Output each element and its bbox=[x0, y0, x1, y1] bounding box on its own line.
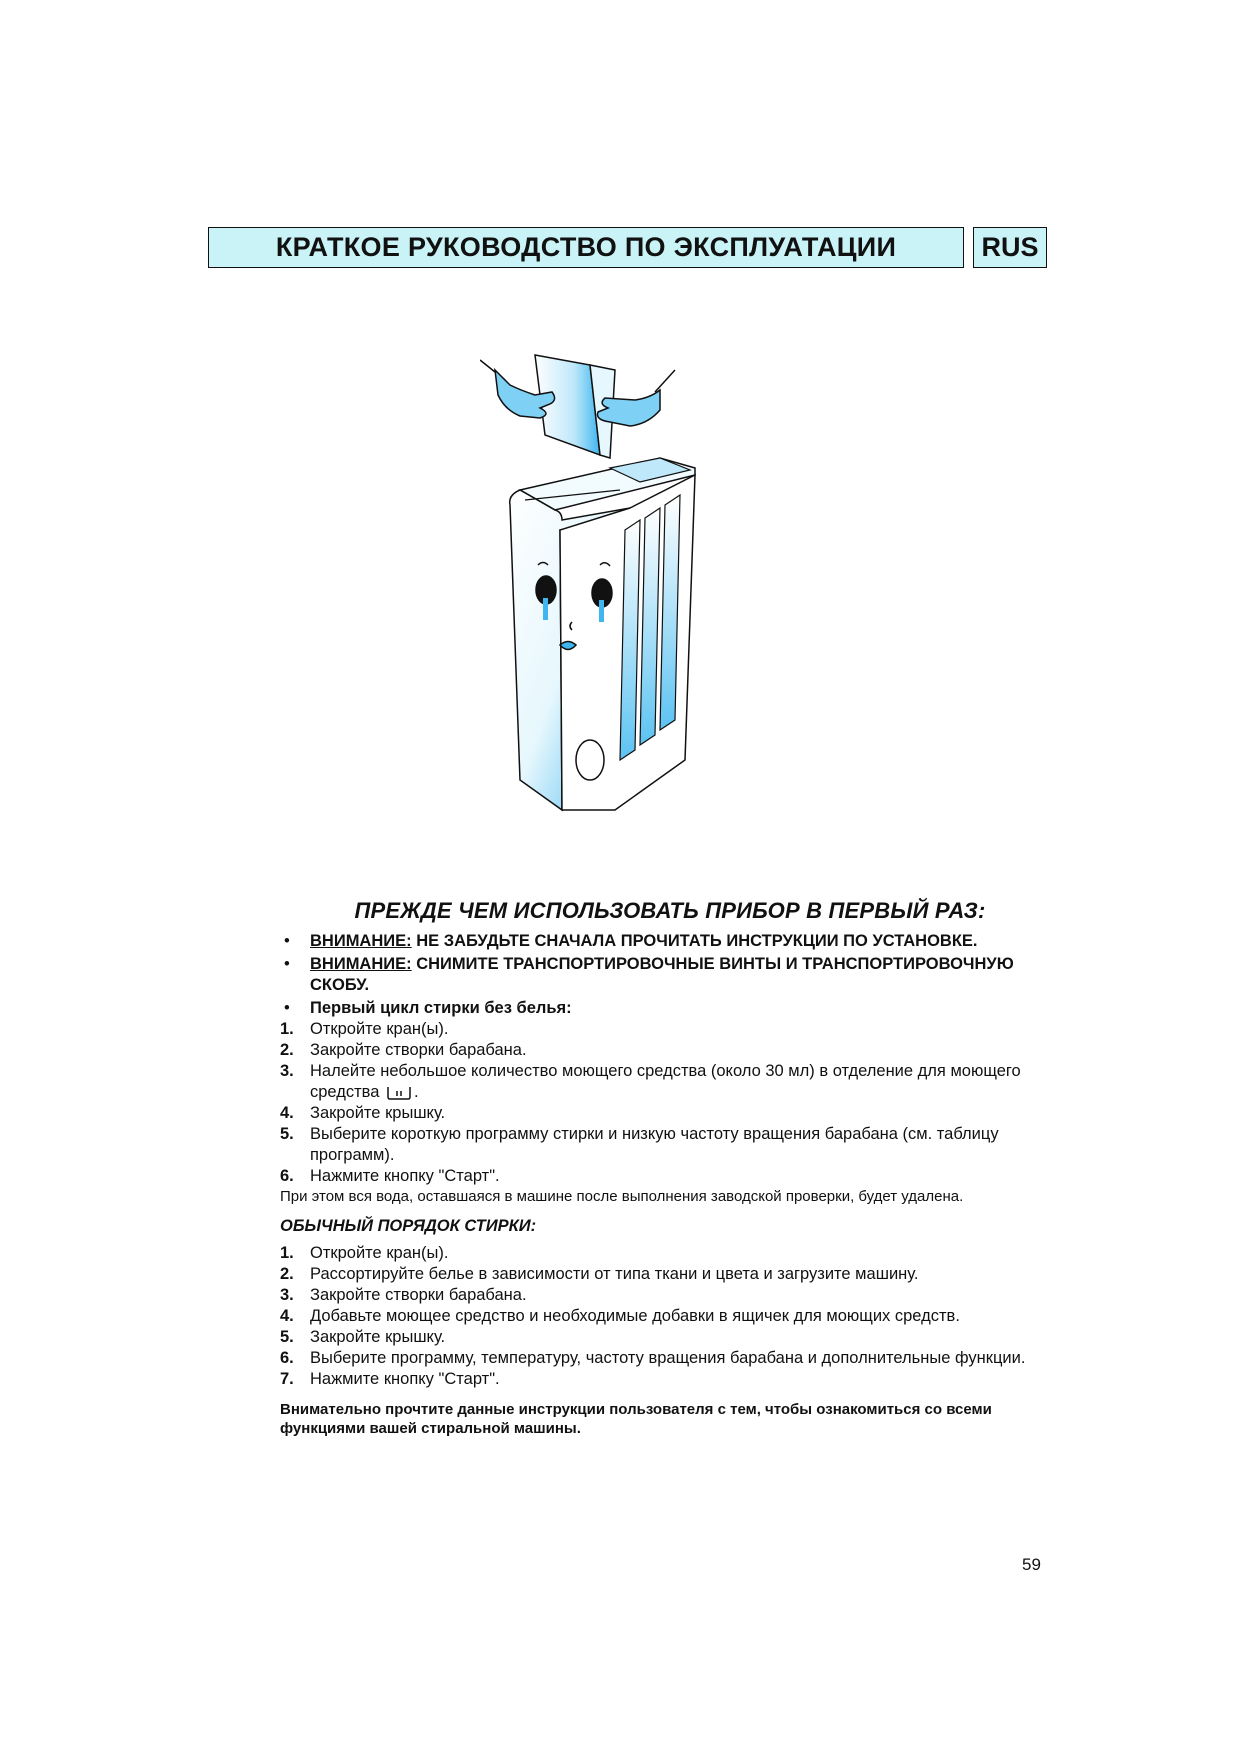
list-item: 2. Рассортируйте белье в зависимости от типа ткани и цвета и загрузите машину. bbox=[280, 1265, 919, 1283]
washing-machine-illustration bbox=[480, 340, 780, 880]
language-badge: RUS bbox=[973, 227, 1047, 268]
list-item: 1. Откройте кран(ы). bbox=[280, 1244, 449, 1262]
detergent-compartment-icon bbox=[386, 1085, 412, 1101]
warning-text: СНИМИТЕ ТРАНСПОРТИРОВОЧНЫЕ ВИНТЫ И ТРАНСПОРТИРОВОЧНУЮ СКОБУ. bbox=[310, 955, 1014, 994]
list-item: 3. Закройте створки барабана. bbox=[280, 1286, 527, 1304]
list-item: 5. Закройте крышку. bbox=[280, 1328, 446, 1346]
warning-bullet: • ВНИМАНИЕ: СНИМИТЕ ТРАНСПОРТИРОВОЧНЫЕ ВИНТЫ И ТРАНСПОРТИРОВОЧНУЮ СКОБУ. bbox=[284, 955, 1014, 994]
warning-text: НЕ ЗАБУДЬТЕ СНАЧАЛА ПРОЧИТАТЬ ИНСТРУКЦИИ ПО УСТАНОВКЕ. bbox=[411, 932, 978, 950]
first-cycle-bullet: • Первый цикл стирки без белья: bbox=[284, 999, 572, 1017]
list-item: 1. Откройте кран(ы). bbox=[280, 1020, 449, 1038]
list-item: 4. Закройте крышку. bbox=[280, 1104, 446, 1122]
warning-bullet: • ВНИМАНИЕ: НЕ ЗАБУДЬТЕ СНАЧАЛА ПРОЧИТАТЬ ИНСТРУКЦИИ ПО УСТАНОВКЕ. bbox=[284, 932, 978, 950]
page-number: 59 bbox=[1022, 1555, 1041, 1574]
list-item: 6. Нажмите кнопку "Старт". bbox=[280, 1167, 500, 1185]
warning-label: ВНИМАНИЕ: bbox=[310, 932, 412, 950]
list-item: 3. Налейте небольшое количество моющего средства (около 30 мл) в отделение для моющего средства . bbox=[280, 1062, 1021, 1101]
list-item: 4. Добавьте моющее средство и необходимые добавки в ящичек для моющих средств. bbox=[280, 1307, 960, 1325]
list-item: 6. Выберите программу, температуру, частоту вращения барабана и дополнительные функции. bbox=[280, 1349, 1026, 1367]
drain-door-icon bbox=[576, 740, 604, 780]
manual-book-icon bbox=[535, 355, 615, 458]
list-item: 5. Выберите короткую программу стирки и низкую частоту вращения барабана (см. таблицу программ). bbox=[280, 1125, 999, 1164]
warning-label: ВНИМАНИЕ: bbox=[310, 955, 412, 973]
first-cycle-note: При этом вся вода, оставшаяся в машине после выполнения заводской проверки, будет удалена. bbox=[280, 1188, 964, 1205]
list-item: 2. Закройте створки барабана. bbox=[280, 1041, 527, 1059]
list-item: 7. Нажмите кнопку "Старт". bbox=[280, 1370, 500, 1388]
first-use-title: ПРЕЖДЕ ЧЕМ ИСПОЛЬЗОВАТЬ ПРИБОР В ПЕРВЫЙ РАЗ: bbox=[354, 898, 986, 923]
normal-washing-title: ОБЫЧНЫЙ ПОРЯДОК СТИРКИ: bbox=[280, 1217, 537, 1235]
final-note: Внимательно прочтите данные инструкции пользователя с тем, чтобы ознакомиться со всеми функциями вашей стиральной машины. bbox=[280, 1401, 992, 1437]
manual-title: КРАТКОЕ РУКОВОДСТВО ПО ЭКСПЛУАТАЦИИ bbox=[208, 227, 964, 268]
